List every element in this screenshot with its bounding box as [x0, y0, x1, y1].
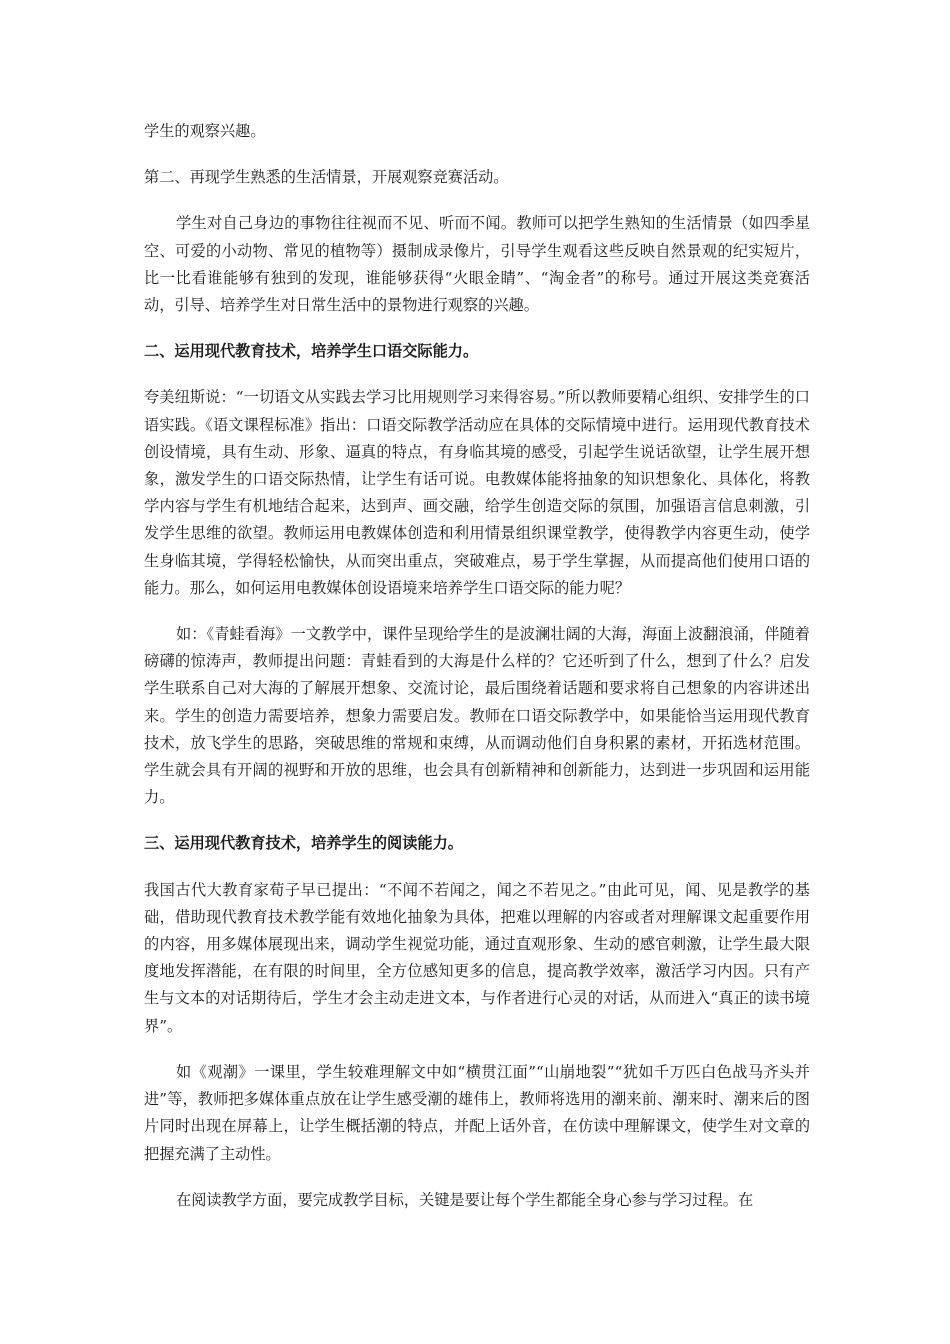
document-page: [144, 118, 810, 1233]
paragraph-2: 第二、再现学生熟悉的生活情景，开展观察竞赛活动。: [144, 168, 509, 187]
paragraph-6: 我国古代大教育家荀子早已提出：“不闻不若闻之，闻之不若见之。”由此可见，闻、见是教学的基础，借助现代教育技术教学能有效地化抽象为具体，把难以理解的内容或者对理解课文起重要作用的内容，用多媒体展现出来，调动学生视觉功能，通过直观形象、生动的感官刺激，让学生最大限度地发挥潜能，在有限的时间里，全方位感知更多的信息，提高教学效率，激活学习内因。只有产生与文本的对话期待后，学生才会主动走进文本，与作者进行心灵的对话，从而进入“真正的读书境界”。: [144, 880, 810, 1035]
paragraph-8: 在阅读教学方面，要完成教学目标，关键是要让每个学生都能全身心参与学习过程。在: [176, 1190, 754, 1209]
paragraph-4: 夸美纽斯说：“一切语文从实践去学习比用规则学习来得容易。”所以教师要精心组织、安排学生的口语实践。《语文课程标准》指出：口语交际教学活动应在具体的交际情境中进行。运用现代教育技术创设情境，具有生动、形象、逼真的特点，有身临其境的感受，引起学生说话欲望，让学生展开想象，激发学生的口语交际热情，让学生有话可说。电教媒体能将抽象的知识想象化、具体化，将教学内容与学生有机地结合起来，达到声、画交融，给学生创造交际的氛围，加强语言信息刺激，引发学生思维的欲望。教师运用电教媒体创造和利用情景组织课堂教学，使得教学内容更生动，使学生身临其境，学得轻松愉快，从而突出重点，突破难点，易于学生掌握，从而提高他们使用口语的能力。那么，如何运用电教媒体创设语境来培养学生口语交际的能力呢？: [144, 388, 810, 597]
paragraph-5: 如：《青蛙看海》一文教学中，课件呈现给学生的是波澜壮阔的大海，海面上波翻浪涌，伴随着磅礴的惊涛声，教师提出问题：青蛙看到的大海是什么样的？它还听到了什么，想到了什么？启发学生联系自己对大海的了解展开想象、交流讨论，最后围绕着话题和要求将自己想象的内容讲述出来。学生的创造力需要培养，想象力需要启发。教师在口语交际教学中，如果能恰当运用现代教育技术，放飞学生的思路，突破思维的常规和束缚，从而调动他们自身积累的素材，开拓选材范围。学生就会具有开阔的视野和开放的思维，也会具有创新精神和创新能力，达到进一步巩固和运用能力。: [144, 625, 810, 807]
paragraph-1: 学生的观察兴趣。: [144, 122, 266, 140]
section-heading-2: 二、运用现代教育技术，培养学生口语交际能力。: [144, 342, 479, 361]
section-heading-3: 三、运用现代教育技术，培养学生的阅读能力。: [144, 834, 463, 853]
paragraph-7: 如《观潮》一课里，学生较难理解文中如“横贯江面”“山崩地裂”“犹如千万匹白色战马齐头并进”等，教师把多媒体重点放在让学生感受潮的雄伟上，教师将选用的潮来前、潮来时、潮来后的图片同时出现在屏幕上，让学生概括潮的特点，并配上话外音，在仿读中理解课文，使学生对文章的把握充满了主动性。: [144, 1062, 810, 1163]
paragraph-3: 学生对自己身边的事物往往视而不见、听而不闻。教师可以把学生熟知的生活情景（如四季星空、可爱的小动物、常见的植物等）摄制成录像片，引导学生观看这些反映自然景观的纪实短片，比一比看谁能够有独到的发现，谁能够获得“火眼金睛”、“淘金者”的称号。通过开展这类竞赛活动，引导、培养学生对日常生活中的景物进行观察的兴趣。: [144, 214, 810, 315]
